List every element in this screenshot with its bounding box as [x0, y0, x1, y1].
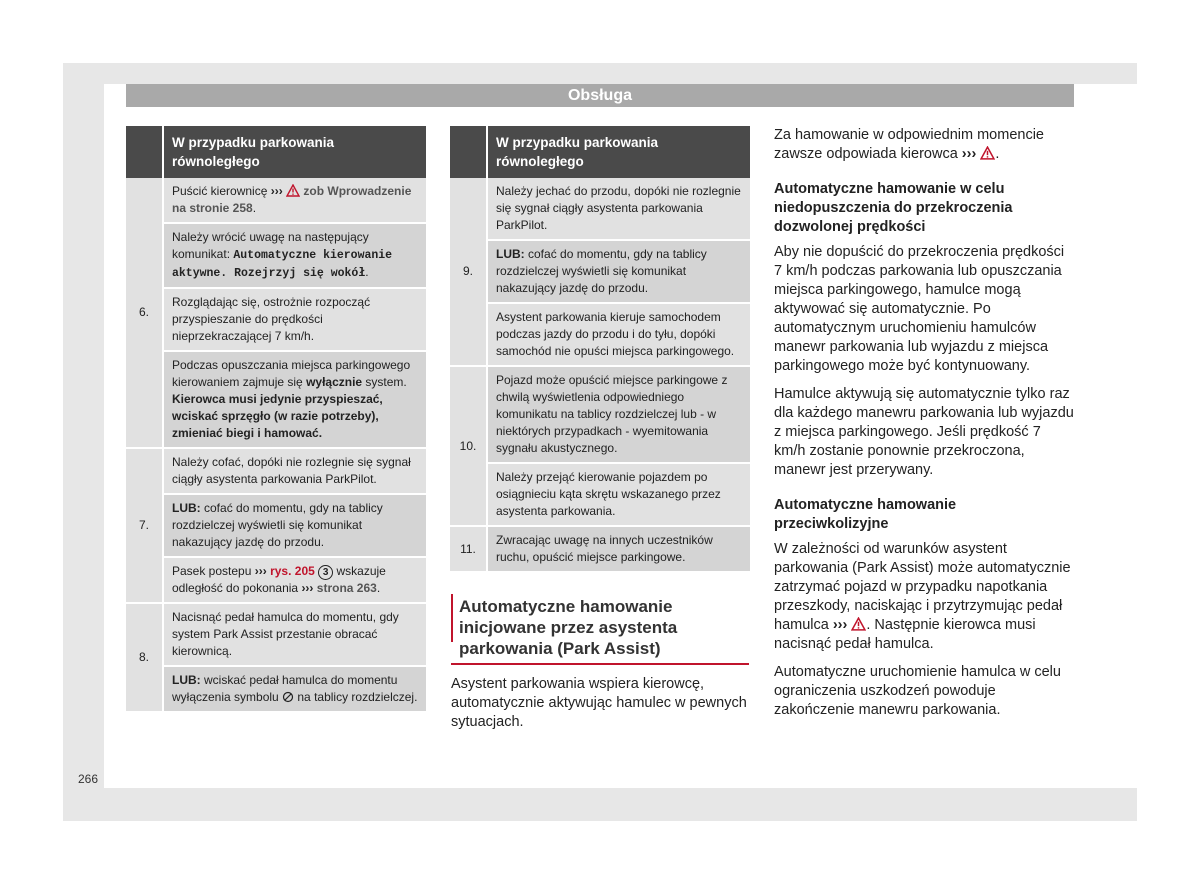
step-cell: Podczas opuszczania miejsca parkingowego kierowaniem zajmuje się wyłącznie system. Kierowca musi jedynie przyspieszać, wciskać sprzęgło (w razie potrzeby), zmieniać biegi i hamować.	[164, 352, 426, 449]
step-number: 10.	[450, 367, 488, 527]
warning-icon	[851, 617, 866, 631]
step-number: 6.	[126, 178, 164, 449]
table-head-num	[126, 126, 164, 178]
subheading: Automatyczne hamowanie przeciwkolizyjne	[774, 497, 957, 532]
step-number: 8.	[126, 604, 164, 713]
paragraph: Automatyczne uruchomienie hamulca w celu ograniczenia uszkodzeń powoduje zakończenie manewru parkowania.	[774, 664, 1061, 718]
warning-icon	[980, 146, 995, 160]
section-header: Obsługa	[126, 84, 1074, 107]
step-cell: Należy jechać do przodu, dopóki nie rozlegnie się sygnał ciągły asystenta parkowania ParkPilot.	[488, 178, 750, 241]
warning-icon	[286, 184, 300, 197]
step-cell: LUB: wciskać pedał hamulca do momentu wyłączenia symbolu na tablicy rozdzielczej.	[164, 667, 426, 713]
step-cell: Puścić kierownicę ››› zob Wprowadzenie na stronie 258.	[164, 178, 426, 224]
page-ref-link[interactable]: strona 263	[316, 581, 377, 595]
callout-number: 3	[318, 565, 333, 580]
step-cell: Asystent parkowania kieruje samochodem podczas jazdy do przodu i do tyłu, dopóki samochód nie opuści miejsca parkingowego.	[488, 304, 750, 367]
right-column	[774, 126, 1074, 729]
arrows-icon: ›››	[254, 564, 267, 578]
park-assist-icon	[282, 691, 294, 703]
section-body: Asystent parkowania wspiera kierowcę, automatycznie aktywując hamulec w pewnych sytuacjach.	[451, 676, 747, 730]
steps-table-middle	[450, 126, 750, 573]
arrows-icon: ›››	[832, 617, 848, 633]
step-cell: Należy przejąć kierowanie pojazdem po osiągnieciu kąta skrętu wskazanego przez asystenta parkowania.	[488, 464, 750, 527]
page-number: 266	[78, 772, 99, 786]
arrows-icon: ›››	[301, 581, 314, 595]
table-heading: W przypadku parkowania równoległego	[488, 126, 750, 178]
arrows-icon: ›››	[270, 184, 283, 198]
step-number: 11.	[450, 527, 488, 573]
step-number: 7.	[126, 449, 164, 604]
table-head-num	[450, 126, 488, 178]
paragraph: W zależności od warunków asystent parkowania (Park Assist) może automatycznie zatrzymać pojazd w przypadku napotkania przeszkody, naciskając i przytrzymując pedał hamulca ››› . Następnie kierowca musi nacisnąć pedał hamulca.	[774, 541, 1071, 652]
paragraph: Aby nie dopuścić do przekroczenia prędkości 7 km/h podczas parkowania lub opuszczania miejsca parkingowego, hamulce mogą aktywować się automatycznie. Po automatycznym uruchomieniu hamulców manewr parkowania lub wyjazdu z miejsca parkingowego może być kontynuowany.	[774, 244, 1065, 374]
step-cell: Pasek postepu ››› rys. 205 3 wskazuje odległość do pokonania ››› strona 263.	[164, 558, 426, 604]
step-cell: Należy wrócić uwagę na następujący komunikat: Automatyczne kierowanie aktywne. Rozejrzyj się wokół.	[164, 224, 426, 289]
figure-ref-link[interactable]: rys. 205	[270, 564, 315, 578]
paragraph: Hamulce aktywują się automatycznie tylko raz dla każdego manewru parkowania lub wyjazdu z miejsca parkingowego. Jeśli prędkość 7 km/h zostanie ponownie przekroczona, manewr jest przerywany.	[774, 386, 1074, 478]
subheading: Automatyczne hamowanie w celu niedopuszczenia do przekroczenia dozwolonej prędkości	[774, 181, 1013, 235]
step-cell: Rozglądając się, ostrożnie rozpocząć przyspieszanie do prędkości nieprzekraczającej 7 km/h.	[164, 289, 426, 352]
step-cell: Nacisnąć pedał hamulca do momentu, gdy system Park Assist przestanie obracać kierownicą.	[164, 604, 426, 667]
steps-table-left	[126, 126, 426, 713]
step-cell: Pojazd może opuścić miejsce parkingowe z chwilą wyświetlenia odpowiedniego komunikatu na tablicy rozdzielczej lub - w niektórych przypadkach - wyemitowania sygnału akustycznego.	[488, 367, 750, 464]
display-message: Automatyczne kierowanie aktywne. Rozejrzyj się wokół	[172, 249, 393, 280]
step-cell: Należy cofać, dopóki nie rozlegnie się sygnał ciągły asystenta parkowania ParkPilot.	[164, 449, 426, 495]
arrows-icon: ›››	[961, 146, 977, 162]
step-number: 9.	[450, 178, 488, 367]
paragraph: Za hamowanie w odpowiednim momencie zawsze odpowiada kierowca ››› .	[774, 127, 1044, 162]
step-cell: LUB: cofać do momentu, gdy na tablicy rozdzielczej wyświetli się komunikat nakazujący jazdę do przodu.	[164, 495, 426, 558]
step-cell: Zwracając uwagę na innych uczestników ruchu, opuścić miejsce parkingowe.	[488, 527, 750, 573]
cross-ref-link[interactable]: zob Wprowadzenie na stronie 258	[172, 184, 412, 215]
section-title: Automatyczne hamowanie inicjowane przez asystenta parkowania (Park Assist)	[451, 594, 749, 665]
table-heading: W przypadku parkowania równoległego	[164, 126, 426, 178]
step-cell: LUB: cofać do momentu, gdy na tablicy rozdzielczej wyświetli się komunikat nakazujący jazdę do przodu.	[488, 241, 750, 304]
